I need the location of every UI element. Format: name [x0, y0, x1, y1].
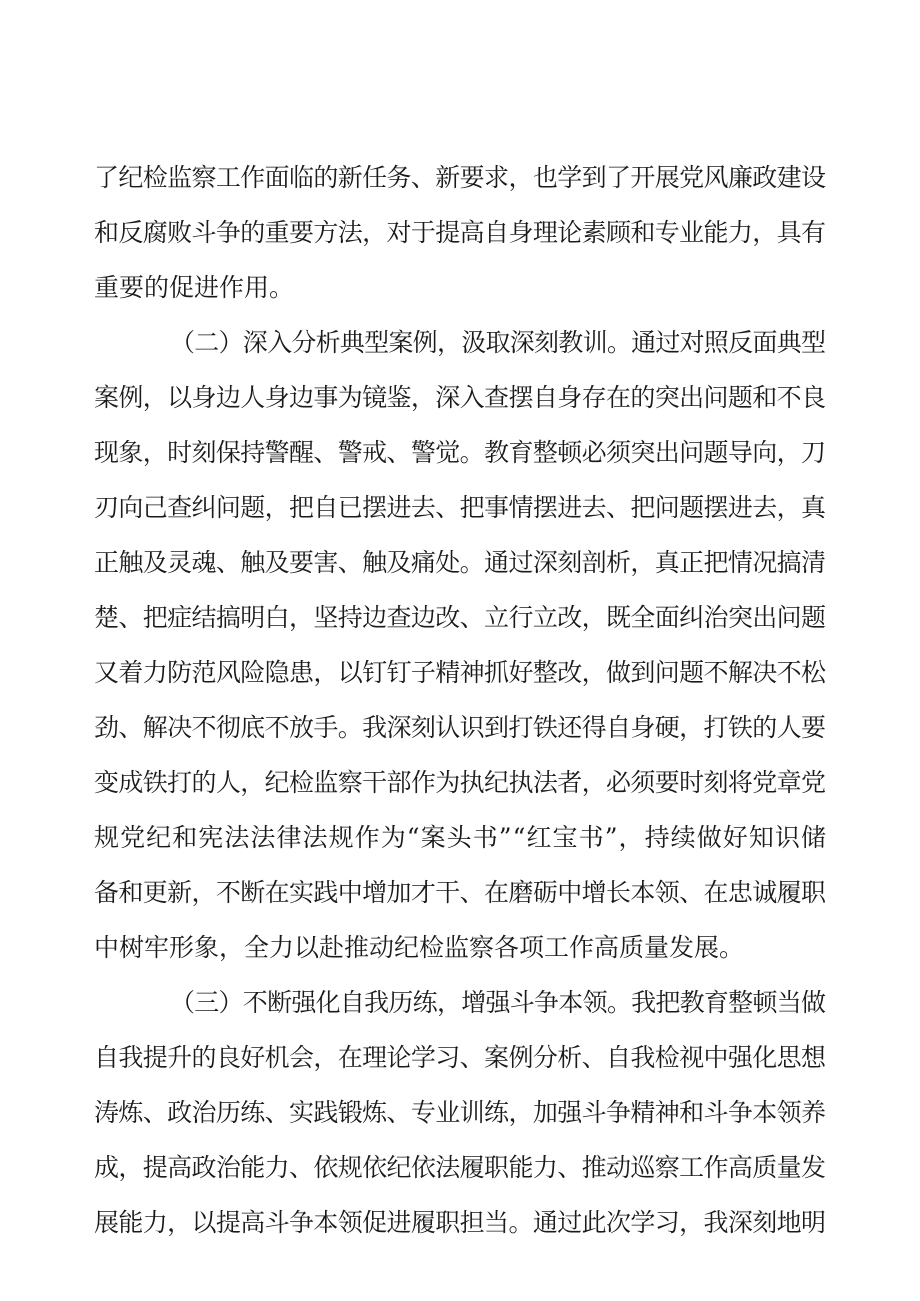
text-line-5: [0, 378, 920, 418]
line-text: 了纪检监察工作面临的新任务、新要求，也学到了开展党风廉政建设: [94, 163, 826, 192]
text-line-6: [0, 433, 920, 473]
line-text: 劲、解决不彻底不放手。我深刻认识到打铁还得自身硬，打铁的人要: [94, 713, 826, 742]
text-line-10: [0, 653, 920, 693]
line-text: 涛炼、政治历练、实践锻炼、专业训练，加强斗争精神和斗争本领养: [94, 1098, 826, 1127]
text-line-8: [0, 543, 920, 583]
text-line-2: [0, 213, 920, 253]
text-line-17: [0, 1038, 920, 1078]
line-text: 现象，时刻保持警醒、警戒、警觉。教育整顿必须突出问题导向，刀: [94, 438, 826, 467]
line-text: 楚、把症结搞明白，坚持边查边改、立行立改，既全面纠治突出问题: [94, 603, 826, 632]
text-line-7: [0, 488, 920, 528]
text-line-4: [0, 323, 920, 363]
line-text: （二）深入分析典型案例，汲取深刻教训。通过对照反面典型: [170, 328, 826, 357]
text-line-13: [0, 818, 920, 858]
text-line-9: [0, 598, 920, 638]
line-text: 自我提升的良好机会，在理论学习、案例分析、自我检视中强化思想: [94, 1043, 826, 1072]
line-text: （三）不断强化自我历练，增强斗争本领。我把教育整顿当做: [170, 988, 826, 1017]
text-line-11: [0, 708, 920, 748]
line-text: 刃向己查纠问题，把自已摆进去、把事情摆进去、把问题摆进去，真: [94, 493, 826, 522]
line-text: 中树牢形象，全力以赴推动纪检监察各项工作高质量发展。: [94, 933, 745, 962]
line-text: 案例，以身边人身边事为镜鉴，深入查摆自身存在的突出问题和不良: [94, 383, 826, 412]
line-text: 展能力，以提高斗争本领促进履职担当。通过此次学习，我深刻地明: [94, 1208, 826, 1237]
line-text: 正触及灵魂、触及要害、触及痛处。通过深刻剖析，真正把情况搞清: [94, 548, 826, 577]
line-text: 重要的促进作用。: [94, 273, 295, 302]
text-line-14: [0, 873, 920, 913]
line-text: 成，提高政治能力、依规依纪依法履职能力、推动巡察工作高质量发: [94, 1153, 826, 1182]
line-text: 规党纪和宪法法律法规作为“案头书”“红宝书”，持续做好知识储: [94, 823, 828, 852]
text-line-19: [0, 1148, 920, 1188]
text-line-12: [0, 763, 920, 803]
line-text: 又着力防范风险隐患，以钉钉子精神抓好整改，做到问题不解决不松: [94, 658, 826, 687]
text-line-18: [0, 1093, 920, 1133]
line-text: 变成铁打的人，纪检监察干部作为执纪执法者，必须要时刻将党章党: [94, 768, 826, 797]
text-line-20: [0, 1203, 920, 1243]
text-line-3: [0, 268, 920, 308]
text-line-1: [0, 158, 920, 198]
text-line-15: [0, 928, 920, 968]
line-text: 备和更新，不断在实践中增加才干、在磨砺中增长本领、在忠诚履职: [94, 878, 826, 907]
line-text: 和反腐败斗争的重要方法，对于提高自身理论素顾和专业能力，具有: [94, 218, 826, 247]
text-line-16: [0, 983, 920, 1023]
